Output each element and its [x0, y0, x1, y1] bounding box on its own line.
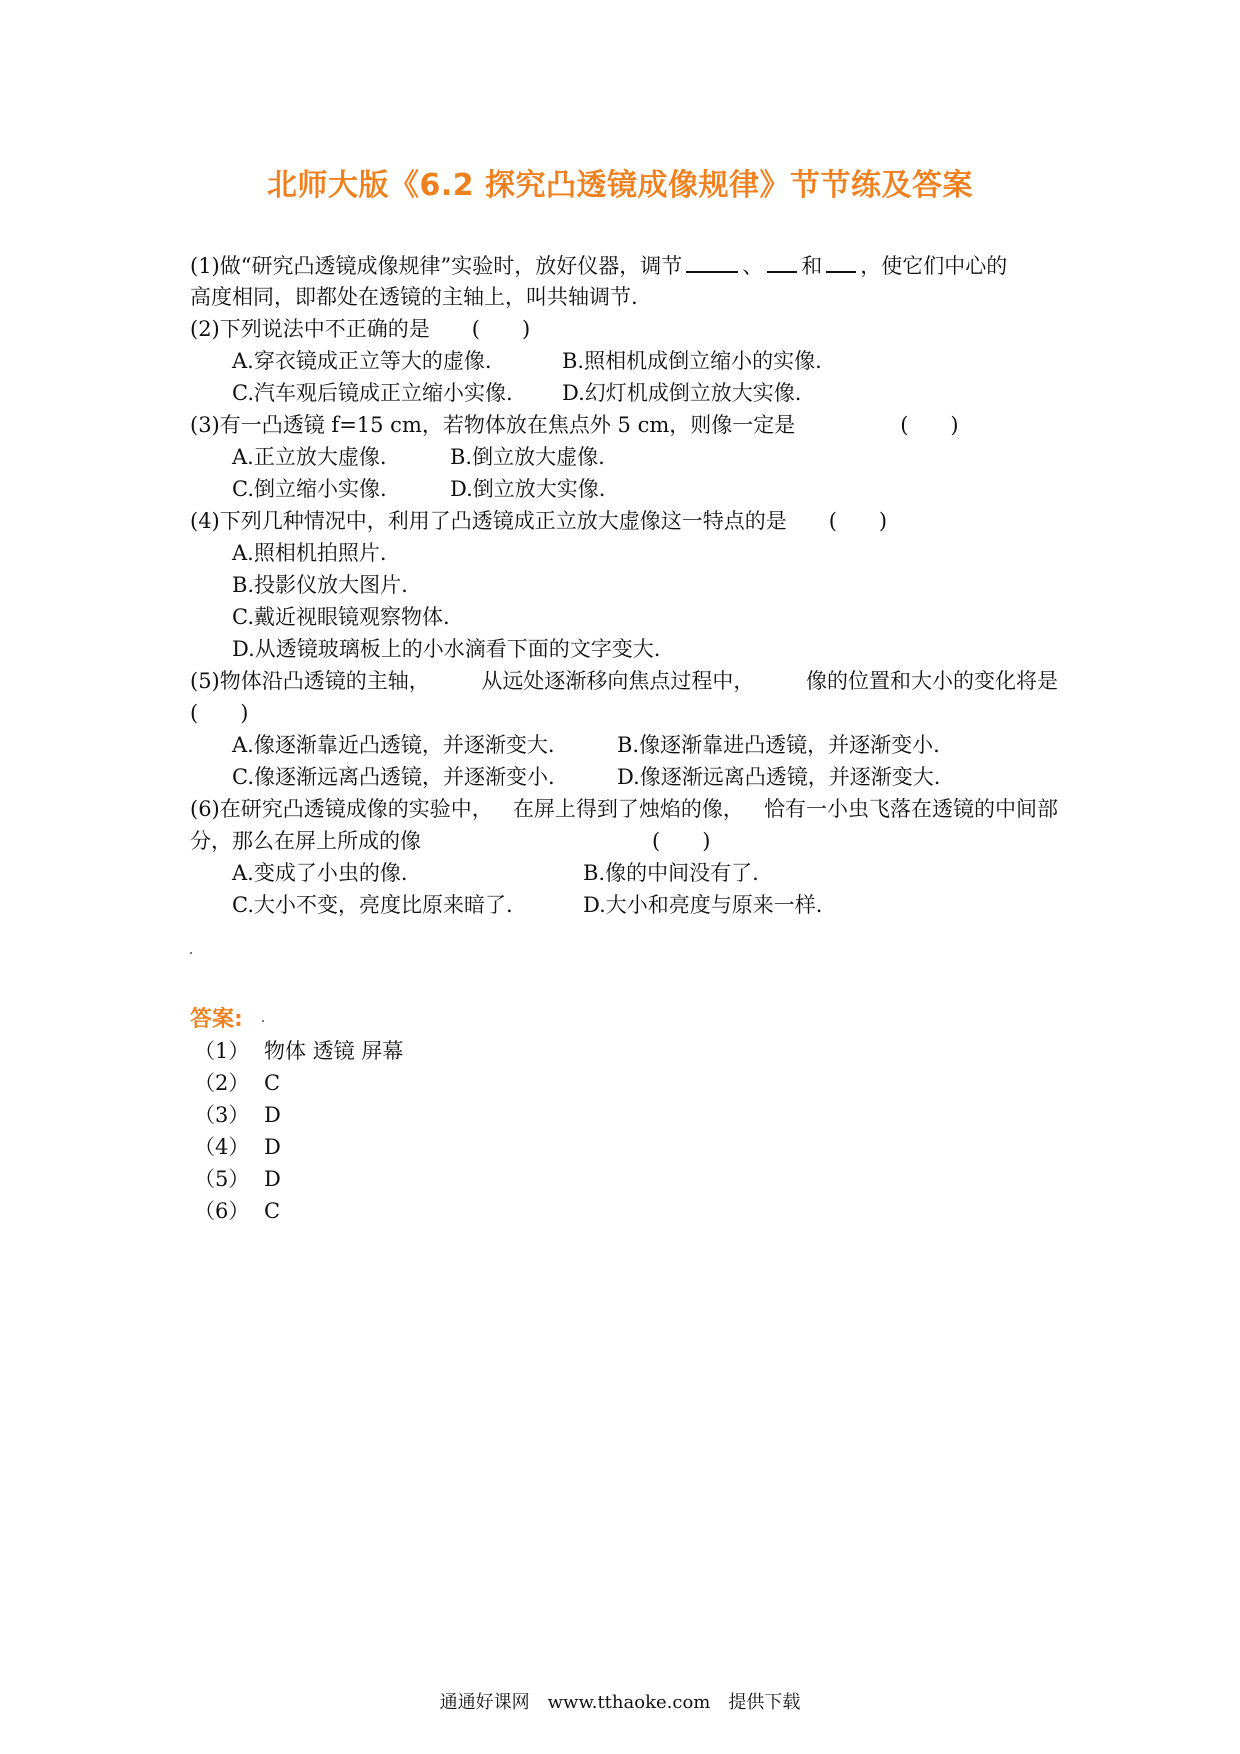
question-4-option-d: D.从透镜玻璃板上的小水滴看下面的文字变大. [232, 637, 661, 661]
question-6-option-a: A.变成了小虫的像. [232, 861, 408, 885]
answer-value: C [264, 1071, 281, 1095]
question-6-stem-part: (6)在研究凸透镜成像的实验中， [190, 797, 493, 821]
fill-blank-1 [686, 251, 738, 273]
question-6-option-c: C.大小不变，亮度比原来暗了. [232, 893, 513, 917]
question-1-line-2: 高度相同，即都处在透镜的主轴上，叫共轴调节. [190, 285, 638, 309]
separator-text: 和 [801, 254, 823, 278]
question-3-option-c: C.倒立缩小实像. [232, 477, 387, 501]
question-2-option-d: D.幻灯机成倒立放大实像. [562, 381, 802, 405]
question-6-stem-line-2: 分，那么在屏上所成的像 ( ) [190, 829, 711, 853]
fill-blank-2 [767, 251, 797, 273]
stray-mark [262, 1020, 264, 1022]
answer-value: D [264, 1103, 281, 1127]
question-4-option-c: C.戴近视眼镜观察物体. [232, 605, 450, 629]
question-5-option-c: C.像逐渐远离凸透镜，并逐渐变小. [232, 765, 555, 789]
answer-number: （6） [194, 1199, 250, 1223]
question-5-option-b: B.像逐渐靠进凸透镜，并逐渐变小. [617, 733, 940, 757]
answer-value: C [264, 1199, 281, 1223]
answer-number: （5） [194, 1167, 250, 1191]
question-6-stem-part: 恰有一小虫飞落在透镜的中间部 [764, 797, 1058, 821]
answer-number: （4） [194, 1135, 250, 1159]
question-6-stem-part: 在屏上得到了烛焰的像， [512, 797, 744, 821]
question-3-option-a: A.正立放大虚像. [232, 445, 387, 469]
fill-blank-3 [826, 251, 856, 273]
answer-number: （2） [194, 1071, 250, 1095]
question-2-option-c: C.汽车观后镜成正立缩小实像. [232, 381, 513, 405]
question-3-option-b: B.倒立放大虚像. [450, 445, 605, 469]
answers-heading: 答案: [190, 1007, 243, 1032]
question-1-text: (1)做“研究凸透镜成像规律”实验时，放好仪器，调节 [190, 254, 683, 278]
question-5-stem-line-2: ( ) [190, 701, 249, 725]
question-1-line-1 [190, 251, 1007, 281]
question-2-option-a: A.穿衣镜成正立等大的虚像. [232, 349, 492, 373]
question-3-option-d: D.倒立放大实像. [450, 477, 606, 501]
question-4-option-a: A.照相机拍照片. [232, 541, 387, 565]
question-4-stem: (4)下列几种情况中，利用了凸透镜成正立放大虚像这一特点的是 ( ) [190, 509, 888, 533]
question-5-option-d: D.像逐渐远离凸透镜，并逐渐变大. [617, 765, 941, 789]
answer-value: D [264, 1167, 281, 1191]
question-5-stem-part: 像的位置和大小的变化将是 [806, 669, 1058, 693]
question-1-tail: ，使它们中心的 [860, 254, 1008, 278]
answer-value: D [264, 1135, 281, 1159]
question-3-stem: (3)有一凸透镜 f=15 cm，若物体放在焦点外 5 cm，则像一定是 ( ) [190, 413, 959, 437]
question-5-stem-part: (5)物体沿凸透镜的主轴， [190, 669, 430, 693]
page-title: 北师大版《6.2 探究凸透镜成像规律》节节练及答案 [266, 168, 974, 203]
separator-text: 、 [742, 254, 764, 278]
answer-value: 物体 透镜 屏幕 [264, 1039, 404, 1063]
question-5-option-a: A.像逐渐靠近凸透镜，并逐渐变大. [232, 733, 555, 757]
answer-number: （1） [194, 1039, 250, 1063]
page-footer: 通通好课网 www.tthaoke.com 提供下载 [439, 1692, 801, 1713]
answer-number: （3） [194, 1103, 250, 1127]
question-6-stem [190, 794, 1058, 824]
question-4-option-b: B.投影仪放大图片. [232, 573, 408, 597]
question-5-stem [190, 666, 1058, 696]
stray-mark [190, 952, 192, 954]
question-6-option-d: D.大小和亮度与原来一样. [583, 893, 823, 917]
question-2-option-b: B.照相机成倒立缩小的实像. [562, 349, 822, 373]
question-5-stem-part: 从远处逐渐移向焦点过程中， [481, 669, 755, 693]
question-6-option-b: B.像的中间没有了. [583, 861, 759, 885]
question-2-stem: (2)下列说法中不正确的是 ( ) [190, 317, 531, 341]
